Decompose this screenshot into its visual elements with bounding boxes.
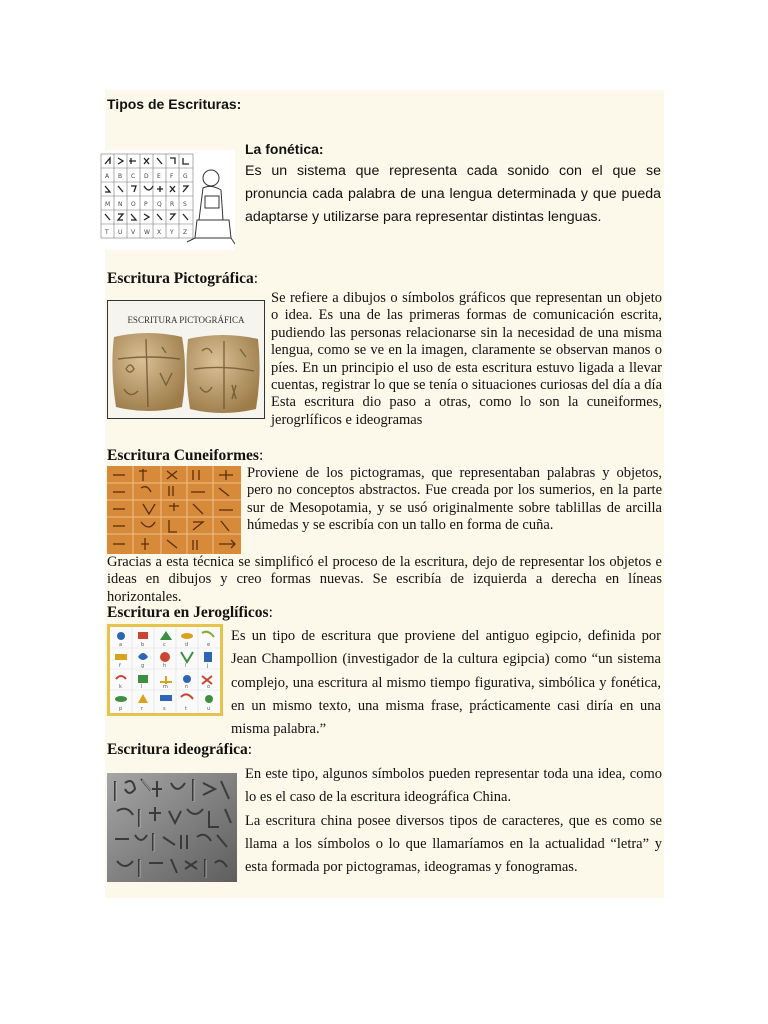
- svg-text:i: i: [185, 663, 187, 669]
- svg-text:T: T: [105, 229, 109, 236]
- svg-text:W: W: [144, 229, 150, 236]
- phonetic-alphabet-illustration: [99, 150, 235, 250]
- section-heading-ideografica: Escritura ideográfica:: [107, 741, 253, 758]
- svg-text:E: E: [157, 173, 161, 180]
- section-heading-pictografica: Escritura Pictográfica:: [107, 270, 259, 287]
- svg-text:d: d: [185, 642, 189, 648]
- section-heading-fonetica: La fonética:: [245, 141, 324, 157]
- svg-text:p: p: [119, 706, 123, 712]
- svg-text:a: a: [119, 642, 123, 648]
- svg-text:N: N: [118, 201, 123, 208]
- paragraph-cuneiformes-2: Gracias a esta técnica se simplificó el proceso de la escritura, dejo de representar los objetos e ideas en dibujos y creo formas nuevas. Se escribía de izquierda a derecha en líneas horizontales.: [107, 554, 662, 605]
- svg-text:Q: Q: [157, 201, 162, 208]
- paragraph-cuneiformes-1: Proviene de los pictogramas, que representaban palabras y objetos, pero no conceptos abstractos. Fue creada por los sumerios, en la parte sur de Mesopotamia, y se usó originalmente sobre tablillas de arcilla húmedas y se escribía con un tallo en forma de cuña.: [247, 465, 662, 534]
- svg-text:t: t: [185, 706, 187, 712]
- svg-text:s: s: [163, 706, 166, 712]
- section-heading-cuneiformes: Escritura Cuneiformes:: [107, 447, 264, 464]
- svg-text:P: P: [144, 201, 148, 208]
- svg-text:B: B: [118, 173, 123, 180]
- svg-text:V: V: [131, 229, 136, 236]
- hieroglyphics-chart-image: [107, 624, 223, 716]
- svg-text:k: k: [119, 684, 122, 690]
- paragraph-jeroglificos: Es un tipo de escritura que proviene del antiguo egipcio, definida por Jean Champollion (investigador de la cultura egipcia) como “un sistema complejo, una escritura al mismo tiempo figurativa, simbólica y fonética, en un mismo texto, una misma frase, prácticamente casi diría en una misma palabra.”: [231, 628, 661, 738]
- svg-text:O: O: [131, 201, 136, 208]
- svg-text:l: l: [141, 684, 143, 690]
- svg-text:Y: Y: [170, 229, 174, 236]
- svg-text:S: S: [183, 201, 187, 208]
- svg-text:F: F: [170, 173, 174, 180]
- svg-text:X: X: [157, 229, 162, 236]
- paragraph-ideografica-2: La escritura china posee diversos tipos de caracteres, que es como se llama a los símbolos o lo que llamaríamos en la actualidad “letra” y esta formada por pictogramas, ideogramas y fonogramas.: [245, 812, 662, 876]
- document-page: [105, 90, 664, 898]
- svg-text:e: e: [207, 642, 211, 648]
- svg-text:A: A: [105, 173, 110, 180]
- svg-text:u: u: [207, 706, 211, 712]
- svg-text:G: G: [183, 173, 188, 180]
- section-heading-jeroglificos: Escritura en Jeroglíficos:: [107, 604, 273, 621]
- svg-text:U: U: [118, 229, 123, 236]
- paragraph-fonetica: Es un sistema que representa cada sonido con el que se pronuncia cada palabra de una lengua determinada y que pueda adaptarse y utilizarse para representar distintas lenguas.: [245, 163, 661, 225]
- svg-text:Z: Z: [183, 229, 188, 236]
- pictographic-tablets-image: [107, 300, 265, 419]
- document-title: Tipos de Escrituras:: [107, 96, 242, 112]
- svg-text:j: j: [207, 663, 209, 669]
- svg-text:o: o: [207, 684, 211, 690]
- svg-text:m: m: [163, 684, 168, 690]
- svg-text:n: n: [185, 684, 189, 690]
- svg-text:r: r: [141, 706, 144, 712]
- pictographic-image-label: ESCRITURA PICTOGRÁFICA: [127, 315, 245, 325]
- ideographic-stone-carving-image: [107, 773, 237, 882]
- cuneiform-symbols-image: [107, 466, 241, 554]
- svg-text:b: b: [141, 642, 145, 648]
- svg-text:C: C: [131, 173, 136, 180]
- svg-text:h: h: [163, 663, 167, 669]
- svg-text:c: c: [163, 642, 166, 648]
- svg-text:D: D: [144, 173, 149, 180]
- svg-text:M: M: [105, 201, 111, 208]
- paragraph-pictografica: Se refiere a dibujos o símbolos gráficos que representan un objeto o idea. Es una de las primeras formas de comunicación escrita, pudiendo las personas relacionarse sin la necesidad de una misma lengua, como se ve en la imagen, claramente se observan manos o píes. En un principio el uso de esta escritura estuvo ligada a llevar cuentas, registrar lo que se tenía o situaciones curiosas del día a día Esta escritura dio paso a otras, como lo son la cuneiformes, jerogrlíficos e ideogramas: [271, 290, 662, 428]
- svg-text:g: g: [141, 663, 145, 669]
- paragraph-ideografica-1: En este tipo, algunos símbolos pueden representar toda una idea, como lo es el caso de la escritura ideográfica China.: [245, 766, 662, 806]
- svg-text:R: R: [170, 201, 175, 208]
- svg-text:f: f: [119, 663, 121, 669]
